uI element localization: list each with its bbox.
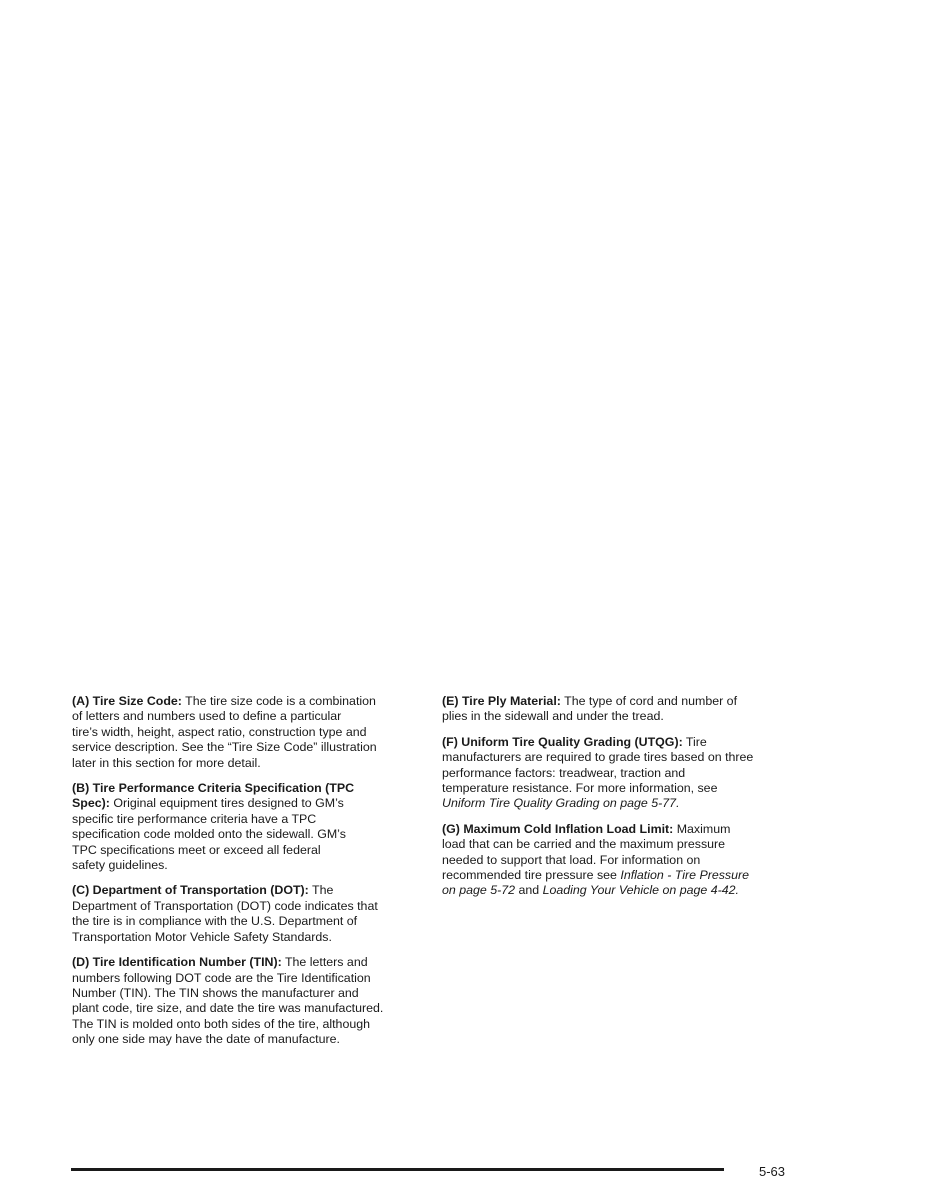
max-cold-inflation-paragraph: (G) Maximum Cold Inflation Load Limit: Maximum load that can be carried and the maximum pressure needed to support that load. For information on recommended tire pressure see Inflation - Tire Pressure on page 5-72 and Loading Your Vehicle on page 4-42. [442, 821, 750, 898]
tpc-spec-heading: (B) Tire Performance Criteria Specification (TPC [72, 781, 355, 796]
loading-vehicle-page-reference: Loading Your Vehicle on page 4-42 [542, 883, 736, 898]
utqg-paragraph: (F) Uniform Tire Quality Grading (UTQG): Tire manufacturers are required to grade tires based on three performance factors: treadwear, traction and temperature resistance. For more information, see Uniform Tire Quality Grading on page 5-77. [442, 734, 754, 811]
tin-heading: (D) Tire Identification Number (TIN): [72, 955, 282, 970]
page-number: 5-63 [759, 1164, 786, 1179]
dot-paragraph: (C) Department of Transportation (DOT): The Department of Transportation (DOT) code indicates that the tire is in compliance with the U.S. Department of Transportation Motor Vehicle Safety Standards. [72, 883, 378, 944]
tire-ply-material-heading: (E) Tire Ply Material: [442, 694, 561, 708]
inflation-page-reference: Inflation - Tire Pressure [620, 868, 750, 883]
utqg-heading: (F) Uniform Tire Quality Grading (UTQG): [442, 734, 683, 749]
tin-paragraph: (D) Tire Identification Number (TIN): The letters and numbers following DOT code are the Tire Identification Number (TIN). The TIN shows the manufacturer and plant code, tire size, and date the tire was manufactured. The TIN is molded onto both sides of the tire, although only one side may have the date of manufacture. [72, 955, 384, 1047]
tire-size-code-heading: (A) Tire Size Code: [72, 694, 182, 708]
right-column [442, 694, 797, 909]
max-cold-inflation-heading: (G) Maximum Cold Inflation Load Limit: [442, 821, 674, 836]
utqg-page-reference: Uniform Tire Quality Grading on page 5-77 [442, 796, 677, 811]
footer-rule [71, 1168, 724, 1171]
tpc-spec-paragraph: (B) Tire Performance Criteria Specification (TPC Spec): Original equipment tires designed to GM’s specific tire performance criteria have a TPC specification code molded onto the sidewall. GM’s TPC specifications meet or exceed all federal safety guidelines. [72, 781, 422, 873]
left-column [72, 694, 422, 1058]
dot-heading: (C) Department of Transportation (DOT): [72, 883, 309, 898]
tire-size-code-paragraph: (A) Tire Size Code: The tire size code is a combination of letters and numbers used to define a particular tire’s width, height, aspect ratio, construction type and service description. See the “Tire Size Code” illustration later in this section for more detail. [72, 694, 377, 770]
tire-ply-material-paragraph: (E) Tire Ply Material: The type of cord and number of plies in the sidewall and under the tread. [442, 694, 738, 724]
